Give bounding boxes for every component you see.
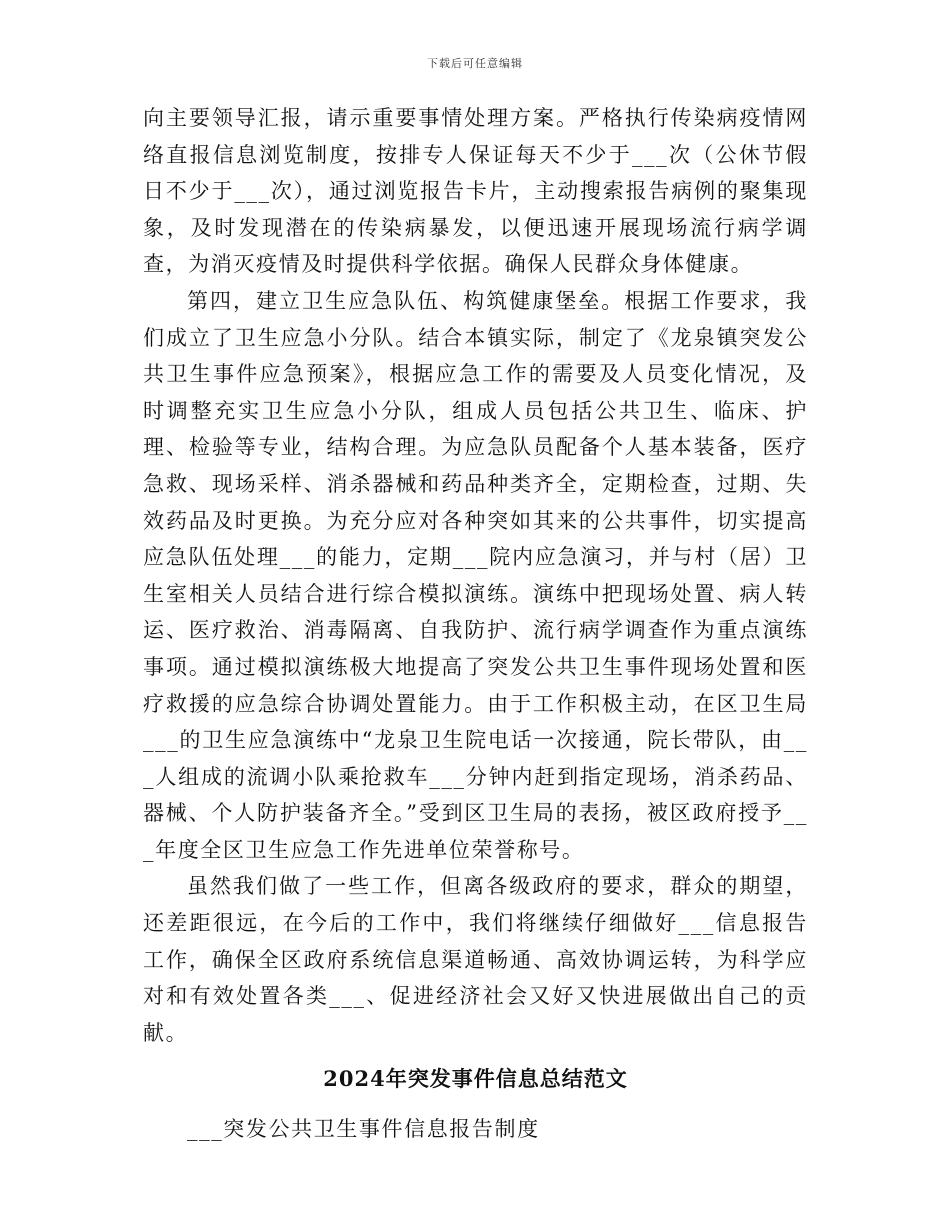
section-title: 2024年突发事件信息总结范文 — [323, 1066, 628, 1092]
header-note: 下载后可任意编辑 — [427, 57, 523, 70]
section-first-line: ___突发公共卫生事件信息报告制度 — [187, 1117, 540, 1142]
paragraph-continuation: 向主要领导汇报，请示重要事情处理方案。严格执行传染病疫情网络直报信息浏览制度，按排专人保证每天不少于___次（公休节假日不少于___次），通过浏览报告卡片，主动搜索报告病例的聚集现象，及时发现潜在的传染病暴发，以便迅速开展现场流行病学调查，为消灭疫情及时提供科学依据。确保人民群众身体健康。 — [143, 106, 808, 277]
document-body — [143, 100, 808, 1147]
paragraph-emergency-team: 第四，建立卫生应急队伍、构筑健康堡垒。根据工作要求，我们成立了卫生应急小分队。结合本镇实际，制定了《龙泉镇突发公共卫生事件应急预案》，根据应急工作的需要及人员变化情况，及时调整充实卫生应急小分队，组成人员包括公共卫生、临床、护理、检验等专业，结构合理。为应急队员配备个人基本装备，医疗急救、现场采样、消杀器械和药品种类齐全，定期检查，过期、失效药品及时更换。为充分应对各种突如其来的公共事件，切实提高应急队伍处理___的能力，定期___院内应急演习，并与村（居）卫生室相关人员结合进行综合模拟演练。演练中把现场处置、病人转运、医疗救治、消毒隔离、自我防护、流行病学调查作为重点演练事项。通过模拟演练极大地提高了突发公共卫生事件现场处置和医疗救援的应急综合协调处置能力。由于工作积极主动，在区卫生局___的卫生应急演练中“龙泉卫生院电话一次接通，院长带队，由___人组成的流调小队乘抢救车___分钟内赶到指定现场，消杀药品、器械、个人防护装备齐全。”受到区卫生局的表扬，被区政府授予___年度全区卫生应急工作先进单位荣誉称号。 — [143, 288, 808, 862]
paragraph-conclusion: 虽然我们做了一些工作，但离各级政府的要求，群众的期望，还差距很远，在今后的工作中，我们将继续仔细做好___信息报告工作，确保全区政府系统信息渠道畅通、高效协调运转，为科学应对和有效处置各类___、促进经济社会又好又快进展做出自己的贡献。 — [143, 874, 808, 1045]
